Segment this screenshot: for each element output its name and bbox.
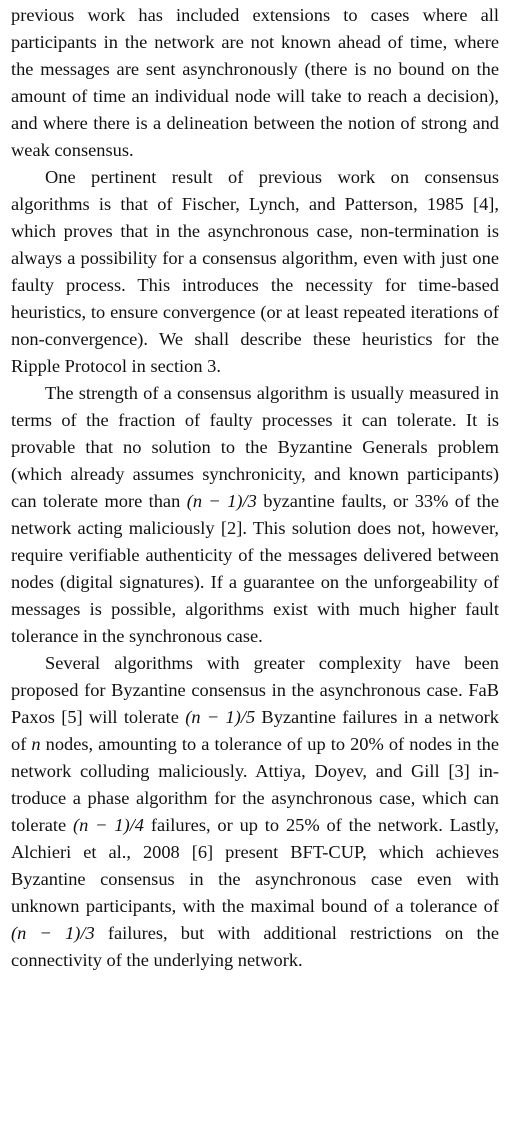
inline-math: (n − 1)/3 (186, 491, 257, 511)
body-text (11, 2, 499, 974)
paragraph-4 (11, 650, 499, 974)
text-run: The strength of a consensus algorithm is usually measured in terms of the fraction of faulty processes it can tolerate. It is provable that no solution to the Byzantine Generals problem (which already assumes synchronicity, and known participants) can tolerate more than (11, 383, 499, 511)
text-run: failures, or up to 25% of the network. Lastly, Alchieri et al., 2008 [6] present BFT-CUP, which achieves Byzantine consensus in the asynchronous case even with unknown participants, with the maximal bound of a tolerance of (11, 815, 500, 916)
inline-math: (n − 1)/3 (11, 923, 95, 943)
text-run: One pertinent result of previous work on consensus algorithms is that of Fischer, Lynch, and Patterson, 1985 [4], which proves that in the asynchronous case, non-termination is always a possibility for a consensus algorithm, even with just one faulty process. This introduces the necessity for time-based heuristics, to ensure convergence (or at least repeated iterations of non-convergence). We shall describe these heuristics for the Ripple Protocol in section 3. (11, 167, 499, 376)
text-run: failures, but with additional restrictions on the connectivity of the underlying network. (11, 923, 499, 970)
inline-math: n (31, 734, 41, 754)
inline-math: (n − 1)/4 (72, 815, 145, 835)
paragraph-3 (11, 380, 499, 650)
text-run: nodes, amounting to a tolerance of up to 20% of nodes in the network colluding maliciously. Attiya, Doyev, and Gill [3] introduce a phase algorithm for the asynchronous case, which can tolerate (11, 734, 499, 835)
text-run: Byzantine failures in a network of (11, 707, 499, 754)
text-run: previous work has included extensions to cases where all participants in the network are not known ahead of time, where the messages are sent asynchronously (there is no bound on the amount of time an individual node will take to reach a decision), and where there is a delineation between the notion of strong and weak consensus. (11, 5, 499, 160)
inline-math: (n − 1)/5 (185, 707, 256, 727)
paragraph-2 (11, 164, 499, 380)
text-run: byzantine faults, or 33% of the network acting maliciously [2]. This solution does not, however, require verifiable authenticity of the messages delivered between nodes (digital signatures). If a guarantee on the unforgeability of messages is possible, algorithms exist with much higher fault tolerance in the synchronous case. (11, 491, 499, 646)
text-run: Several algorithms with greater complexity have been proposed for Byzantine consensus in the asynchronous case. FaB Paxos [5] will tolerate (11, 653, 499, 727)
paragraph-1 (11, 2, 499, 164)
